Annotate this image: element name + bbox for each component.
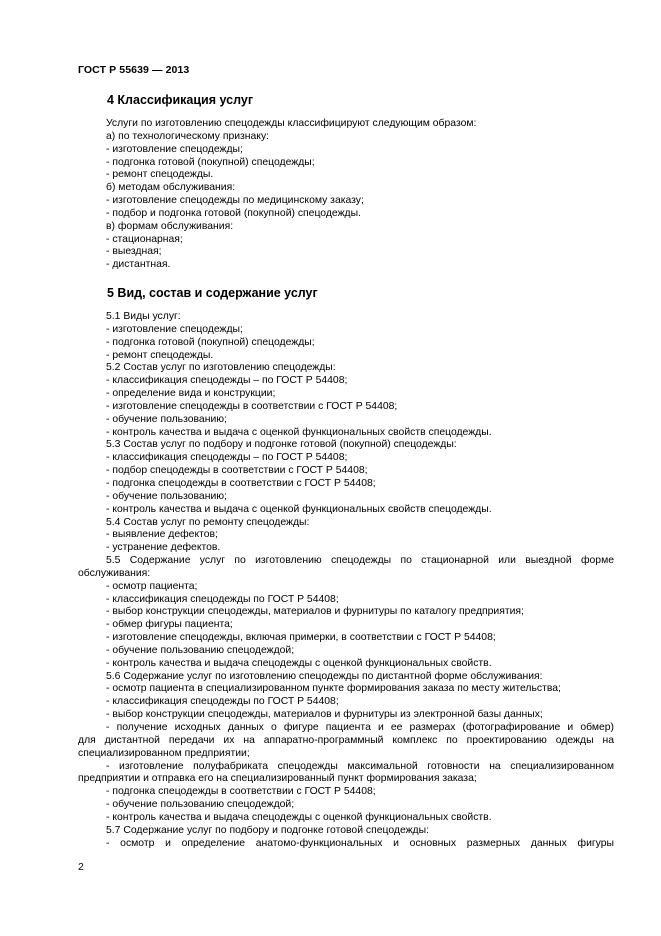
text-line: - определение вида и конструкции; (106, 388, 276, 400)
paragraph-5-6-data-line-1: - получение исходных данных о фигуре пациента и ее размерах (фотографирование и обмер) (106, 722, 614, 733)
text-line: в) формам обслуживания: (106, 220, 234, 232)
text-line: - обучение пользованию спецодеждой; (106, 799, 295, 811)
text-line: - изготовление спецодежды; (106, 323, 243, 335)
text-line: - классификация спецодежды – по ГОСТ Р 54408; (106, 452, 348, 464)
text-line: - контроль качества и выдача спецодежды с оценкой функциональных свойств. (106, 657, 492, 669)
paragraph-5-6-data-line-3: специализированном предприятии; (78, 747, 250, 759)
text-line: - подгонка спецодежды в соответствии с ГОСТ Р 54408; (106, 786, 376, 798)
paragraph-5-5-line: 5.5 Содержание услуг по изготовлению спецодежды по стационарной или выездной форме (106, 555, 614, 567)
text-line: - подбор спецодежды в соответствии с ГОСТ Р 54408; (106, 465, 368, 477)
text-line: - изготовление спецодежды по медицинскому заказу; (106, 195, 364, 207)
paragraph-5-6-data-line-2: для дистантной передачи их на аппаратно-программный комплекс по проектированию одежды на (78, 734, 614, 746)
text-line: Услуги по изготовлению спецодежды классифицируют следующим образом: (106, 118, 477, 129)
text-line: - устранение дефектов. (106, 542, 221, 554)
text-line: 5.7 Содержание услуг по подбору и подгонке готовой спецодежды: (106, 824, 429, 836)
paragraph-5-6-semi-line-2: предприятии и отправка его на специализированный пункт формирования заказа; (78, 773, 477, 785)
text-line: - обучение пользованию; (106, 413, 227, 425)
text-line: - подбор и подгонка готовой (покупной) спецодежды. (106, 207, 361, 219)
text-line: 5.2 Состав услуг по изготовлению спецодежды: (106, 362, 336, 374)
section-5-body (78, 311, 614, 850)
text-line: - обучение пользованию; (106, 490, 227, 502)
paragraph-5-6-semi-line-1: - изготовление полуфабриката спецодежды максимальной готовности на специализированном (106, 760, 614, 772)
text-line: - осмотр пациента в специализированном пункте формирования заказа по месту жительства; (106, 683, 561, 695)
text-line: - стационарная; (106, 233, 183, 245)
section-5-title: 5 Вид, состав и содержание услуг (107, 286, 318, 300)
text-line: - обмер фигуры пациента; (106, 619, 233, 631)
text-line: 5.3 Состав услуг по подбору и подгонке готовой (покупной) спецодежды: (106, 439, 457, 451)
document-code-header: ГОСТ Р 55639 — 2013 (78, 64, 190, 76)
text-line: - изготовление спецодежды в соответствии с ГОСТ Р 54408; (106, 400, 398, 412)
section-4-title: 4 Классификация услуг (107, 93, 254, 107)
page-number: 2 (78, 861, 84, 873)
text-line: 5.1 Виды услуг: (106, 311, 181, 322)
text-line: - выбор конструкции спецодежды, материалов и фурнитуры по каталогу предприятия; (106, 606, 524, 618)
text-line: - контроль качества и выдача с оценкой функциональных свойств спецодежды. (106, 503, 492, 515)
text-line: - изготовление спецодежды; (106, 143, 243, 155)
text-line: - осмотр пациента; (106, 580, 198, 592)
text-line: б) методам обслуживания: (106, 182, 236, 194)
text-line: - подгонка спецодежды в соответствии с ГОСТ Р 54408; (106, 477, 376, 489)
text-line: 5.4 Состав услуг по ремонту спецодежды: (106, 516, 310, 528)
text-line: - выездная; (106, 246, 162, 258)
text-line: - выявление дефектов; (106, 529, 218, 541)
text-line: - ремонт спецодежды. (106, 169, 214, 181)
text-line: - классификация спецодежды по ГОСТ Р 54408; (106, 696, 339, 708)
section-4-body (78, 118, 614, 272)
text-line: - подгонка готовой (покупной) спецодежды; (106, 156, 315, 168)
text-line: - ремонт спецодежды. (106, 349, 214, 361)
text-line: 5.6 Содержание услуг по изготовлению спецодежды по дистантной форме обслуживания: (106, 670, 543, 682)
text-line: - обучение пользованию спецодеждой; (106, 644, 295, 656)
text-line: - контроль качества и выдача спецодежды с оценкой функциональных свойств. (106, 811, 492, 823)
text-line: - выбор конструкции спецодежды, материалов и фурнитуры из электронной базы данных; (106, 709, 543, 721)
text-line: - изготовление спецодежды, включая примерки, в соответствии с ГОСТ Р 54408; (106, 632, 496, 644)
paragraph-5-5-continuation: обслуживания: (78, 567, 151, 579)
text-line: - дистантная. (106, 259, 171, 271)
text-line: - классификация спецодежды – по ГОСТ Р 54408; (106, 375, 348, 387)
text-line: - подгонка готовой (покупной) спецодежды; (106, 336, 315, 348)
text-line: - контроль качества и выдача с оценкой функциональных свойств спецодежды. (106, 426, 492, 438)
paragraph-5-7-line: - осмотр и определение анатомо-функциональных и основных размерных данных фигуры (106, 837, 614, 849)
text-line: а) по технологическому признаку: (106, 130, 270, 142)
text-line: - классификация спецодежды по ГОСТ Р 54408; (106, 593, 339, 605)
